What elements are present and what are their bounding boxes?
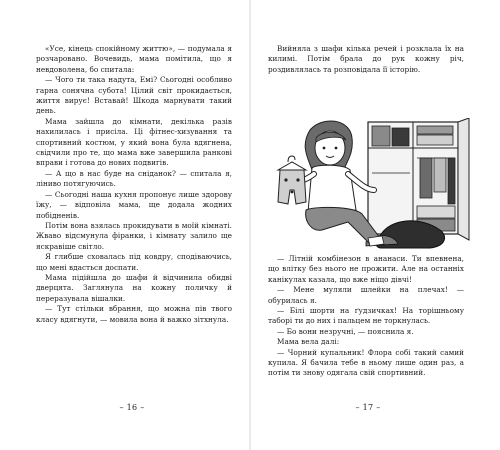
page-number-left: – 16 – [119,403,145,412]
wardrobe-door [458,118,469,240]
right-paragraph: — Літній комбінезон в ананаси. Ти впевнена, що влітку без нього не прожити. Але на останніх канікулах казала, що вже ніщо дівчі! [268,254,464,284]
left-paragraph: «Усе, кінець спокійному життю», — подумала я розчаровано. Вочевидь, мама помітила, що я невдоволена, бо спитала: [36,44,232,74]
right-paragraph: — Чорний купальник! Флора собі такий самий купила. Я бачила тебе в ньому лише один раз, а потім ти знову одягала свій спортивний. [268,347,464,378]
right-paragraph: Вийняла з шафи кілька речей і розклала їх на килимі. Потім брала до рук кожну річ, роздивлялась та розповідала її історію. [268,44,464,74]
right-paragraph: Мама вела далі: [277,337,340,347]
left-page [36,44,232,325]
hanger-with-clothes [278,156,306,204]
right-paragraph: — Бо вони незручні, — пояснила я. [277,326,414,336]
left-paragraph: Потім вона взялась прокидувати в моїй кімнаті. Жваво відсмунула фіранки, і кімнату залило ще яскравіше світло. [36,220,232,251]
girl-with-wardrobe-illustration [270,118,470,253]
right-paragraph: — Білі шорти на ґудзичках! На торішньому таборі ти до них і пальцем не торкнулась. [268,306,464,326]
left-paragraph: — Сьогодні наша кухня пропонує лише здорову їжу, — відповіла мама, ще додала жодних побідненів. [36,189,232,220]
left-paragraph: Мама зайшла до кімнати, декілька разів нахилилась і присіла. Ці фітнес-хизування та спортивний костюм, у який вона була вдягнена, свідчили про те, що мама вже завершила ранкові вправи і готова до нових подвигів. [36,116,232,168]
right-page [268,44,464,75]
left-paragraph: — Чого ти така надута, Емі? Сьогодні особливо гарна сонячна субота! Цілий світ прокидається, життя вирує! Вставай! Шкода марнувати такий день. [36,75,232,116]
left-paragraph: — А що в нас буде на сніданок? — спитала я, ліниво потягуючись. [36,168,232,189]
page-number-right: – 17 – [355,403,381,412]
left-paragraph: Я глибше сховалась під ковдру, сподіваючись, що мені вдасться доспати. [36,252,232,272]
book-gutter [249,0,251,450]
wardrobe [368,122,458,234]
left-paragraph: Мама підійшла до шафи й відчинила обидві дверцята. Заглянула на кожну поличку й переразувала вішалки. [36,272,232,303]
left-paragraph: — Тут стільки вбрання, що можна пів твого класу вдягнути, — мовила вона й важко зітхнула. [36,304,232,324]
right-paragraph: — Мене муляли шлейки на плечах! — обурилась я. [268,285,464,305]
right-top-text [268,44,464,75]
right-bottom-text [268,254,464,379]
